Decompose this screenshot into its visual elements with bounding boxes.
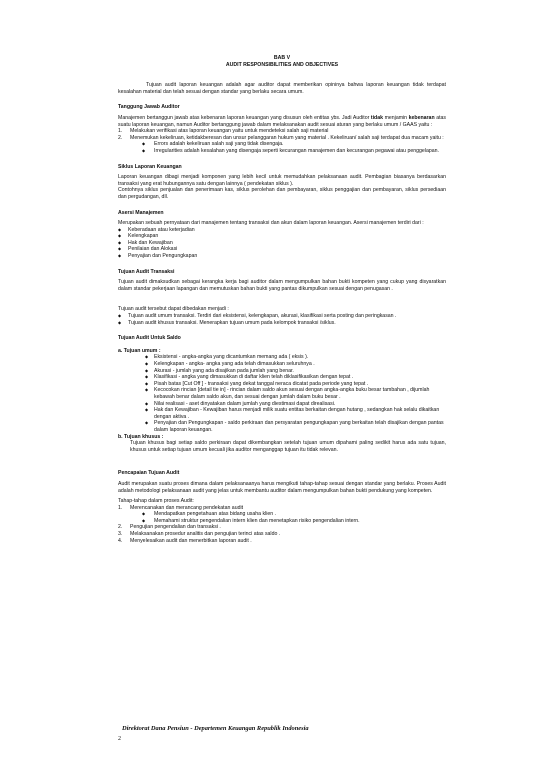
list-item: ◆ Penyajian dan Pengungkapan - saldo perkiraan dan persyaratan pengungkapan yang berkaitan telah disajikan dengan pantas dalam laporan keuangan. [145,420,446,433]
page-footer: Direktorat Dana Pensiun - Departemen Keuangan Republik Indonesia [122,725,309,732]
section-heading-transaksi: Tujuan Audit Transaksi [118,268,175,275]
general-objectives-label: a. Tujuan umum : [118,347,161,354]
list-item: ◆ Keberadaan atau keterjadian [118,227,446,234]
list-item: ◆ Eksistensi - angka-angka yang dicantumkan memang ada ( eksis ). [145,354,446,361]
list-number: 3. [118,531,123,538]
list-item [118,135,446,155]
intro-paragraph: Tujuan audit laporan keuangan adalah agar auditor dapat memberikan opininya bahwa laporan keuangan tidak terdapat kesalahan material dan telah sesuai dengan standar yang berlaku secara umum. [118,82,446,95]
siklus-paragraph-2: Contohnya siklus penjualan dan penerimaan kas, siklus perolehan dan pembayaran, siklus penggajian dan pembayaran, siklus persediaan dan pergudangan, dll. [118,187,446,200]
section-heading-tanggung: Tanggung Jawab Auditor [118,104,180,111]
audit-steps-list [118,505,446,545]
list-item: ◆ Kecocokan rincian [detail tie in] - rincian dalam saldo akun sesuai dengan angka-angka buku besar tambahan , dijumlah kebawah benar dalam saldo akun, dan sesuai dengan jumlah dalam buku besar . [145,387,446,400]
transaksi-list [118,313,446,326]
tanggung-paragraph [118,115,446,128]
list-item: ◆ Irregularities adalah kesalahan yang disengaja seperti kecurangan manajemen dan kecurangan pegawai atau penggelapan. [142,148,446,155]
list-text: Menyelesaikan audit dan menerbitkan laporan audit . [130,537,252,544]
section-heading-siklus: Siklus Laporan Keuangan [118,163,182,170]
list-item: ◆ Tujuan audit umum transaksi. Terdiri dari eksistensi, kelengkapan, akurasi, klasifikasi serta posting dan peringkasan . [118,313,446,320]
list-item: ◆ Klasifikasi - angka yang dimasukkan di daftar klien telah diklasifikasikan dengan tepat . [145,374,446,381]
list-item [118,531,446,538]
list-item: ◆ Kelengkapan [118,233,446,240]
list-item [118,524,446,531]
text-run: menjamin [383,114,409,121]
planning-sub-list [130,511,446,524]
list-item: ◆ Errors adalah kekeliruan salah saji yang tidak disengaja. [142,141,446,148]
error-types-list [130,141,446,154]
list-item [118,505,446,525]
list-item [118,128,446,135]
tanggung-list [118,128,446,154]
general-objectives-list [118,354,446,433]
list-item: ◆ Penilaian dan Alokasi [118,246,446,253]
pencapaian-paragraph-2: Tahap-tahap dalam proses Audit: [118,498,194,505]
chapter-label: BAB V [273,55,291,61]
emphasis-text: kebenaran [408,114,435,121]
list-text: Merencanakan dan merancang pendekatan audit [130,504,244,511]
list-item: ◆ Pisah batas [Cut Off ] - transaksi yang dekat tanggal neraca dicatat pada periode yang tepat . [145,381,446,388]
siklus-paragraph-1: Laporan keuangan dibagi menjadi komponen yang lebih kecil untuk memudahkan pelaksanaan audit. Pembagian biasanya berdasarkan transaksi yang erat hubungannya satu dengan lainnya ( pendekatan siklus ). [118,174,446,187]
list-number: 2. [118,524,123,531]
specific-objectives-text: Tujuan khusus bagi setiap saldo perkiraan dapat dikembangkan setelah tujuan umum dipahami paling sedikit harus ada satu tujuan, khusus untuk setiap tujuan umum kecuali jika auditor menganggap tujuan itu tidak relevan. [130,440,446,453]
asersi-paragraph: Merupakan sebuah pernyataan dari manajemen tentang transaksi dan akun dalam laporan keuangan. Asersi manajemen terdiri dari : [118,220,424,227]
section-heading-asersi: Asersi Manajemen [118,209,164,216]
list-number: 4. [118,537,123,544]
list-item: ◆ Mendapatkan pengetahuan atas bidang usaha klien . [142,511,446,518]
section-heading-pencapaian: Pencapaian Tujuan Audit [118,470,180,477]
list-item: ◆ Tujuan audit khusus transaksi. Menerapkan tujuan umum pada kelompok transaksi /siklus. [118,320,446,327]
list-item: ◆ Akurasi - jumlah yang ada disajikan pada jumlah yang benar. [145,368,446,375]
specific-objectives-label: b. Tujuan khusus : [118,433,164,440]
list-text: Melaksanakan prosedur analitis dan pengujian terinci atas saldo . [130,531,281,538]
section-heading-saldo: Tujuan Audit Untuk Saldo [118,335,181,342]
list-item: ◆ Hak dan Kewajiban - Kewajiban harus menjadi milik suatu entitas berkaitan dengan hutang , sedangkan hak selalu dikaitkan dengan aktiva . [145,407,446,420]
list-text: Menemukan kekeliruan, ketidakberesan dan unsur pelanggaran hukum yang material . Kekeliruan/ salah saji terdapat dua macam yaitu : [130,134,444,141]
list-item: ◆ Hak dan Kewajiban [118,240,446,247]
pencapaian-paragraph: Audit merupakan suatu proses dimana dalam pelaksanaanya harus mengikuti tahap-tahap sesuai dengan standar yang berlaku. Proses Audit adalah metodologi pelaksanaan audit yang jelas untuk membantu auditor dalam mengumpulkan bahan bukti pendukung yang kompeten. [118,480,446,494]
page-title: AUDIT RESPONSIBILITIES AND OBJECTIVES [225,61,339,68]
list-item: ◆ Memahami struktur pengendalian intern klien dan menetapkan risiko pengendalian intern. [142,518,446,525]
emphasis-text: tidak [370,114,383,121]
list-number: 1. [118,128,123,135]
list-text: Melakukan verifikasi atas laporan keuangan yaitu untuk mendeteksi salah saji material [130,128,329,135]
asersi-list [118,227,446,260]
list-text: Pengujian pengendalian dan transaksi . [130,524,221,531]
list-item: ◆ Kelengkapan - angka- angka yang ada telah dimasukkan seluruhnya . [145,361,446,368]
transaksi-paragraph-2: Tujuan audit tersebut dapat dibedakan menjadi : [118,306,229,313]
page-number: 2 [118,736,121,742]
list-number: 2. [118,134,123,141]
list-number: 1. [118,504,123,511]
text-run: Manajemen bertanggun jawab atas kebenaran laporan keuangan yang disusun oleh entitas ybs. Jadi Auditor [118,114,371,121]
transaksi-paragraph: Tujuan audit dimaksudkan sebagai kerangka kerja bagi auditor dalam mengumpulkan bahan bukti kompeten yang cukup yang disyaratkan dalam standar pekerjaan lapangan dan memutuskan bahan bukti yang pantas dikumpulkan sesuai dengan penugasan . [118,279,446,292]
list-item: ◆ Penyajian dan Pengungkapan [118,253,446,260]
list-item: ◆ Nilai realisasi - aset dinyatakan dalam jumlah yang diestimasi dapat direalisasi. [145,401,446,408]
list-item [118,538,446,545]
text-run: atas suatu laporan keuangan, namun Auditor bertanggung jawab dalam melaksanakan audit sesuai aturan yang berlaku umum / GAAS yaitu : [118,114,446,128]
